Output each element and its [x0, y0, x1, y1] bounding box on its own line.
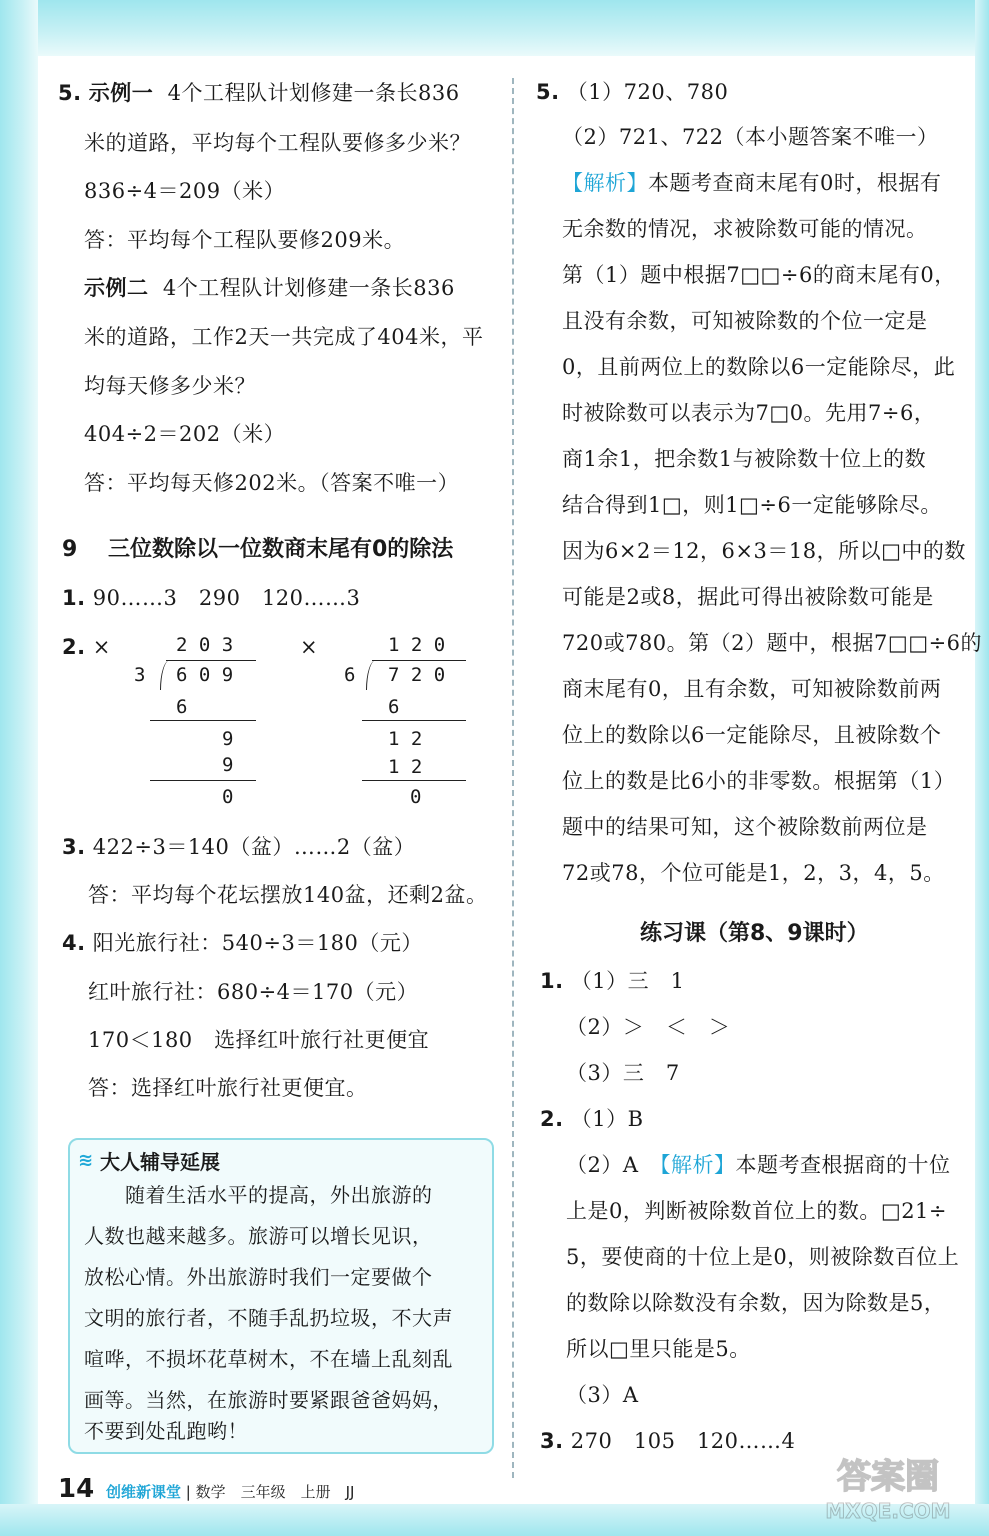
long-division-2	[340, 634, 470, 814]
text-line: 喧哗，不损坏花草树木，不在墙上乱刻乱	[84, 1347, 453, 1371]
text-line: 72或78，个位可能是1，2，3，4，5。	[562, 861, 945, 885]
question-number: 5.	[58, 81, 82, 105]
section-number: 9	[62, 537, 78, 562]
text-line: 可能是2或8，据此可得出被除数可能是	[562, 585, 934, 609]
question-number: 2.	[540, 1107, 564, 1131]
column-divider	[512, 78, 514, 1478]
question-number: 1.	[540, 969, 564, 993]
brand-name: 创维新课堂	[106, 1483, 182, 1501]
text-line: 答：选择红叶旅行社更便宜。	[88, 1076, 368, 1100]
text-line: （3）三 7	[566, 1061, 680, 1085]
text-line: 随着生活水平的提高，外出旅游的	[84, 1183, 433, 1207]
text-line: 不要到处乱跑哟！	[84, 1419, 248, 1443]
quotient: 2 0 3	[176, 634, 234, 656]
question-number: 2.	[62, 635, 86, 659]
dividend: 6 0 9	[176, 664, 234, 686]
watermark-text: 答案圈	[837, 1457, 939, 1497]
question-number: 5.	[536, 80, 560, 104]
text-line: （3）A	[566, 1383, 639, 1407]
text-line: 位上的数是比6小的非零数。根据第（1）	[562, 769, 956, 793]
long-division-1	[130, 634, 260, 814]
answer-text: 270 105 120……4	[570, 1429, 796, 1453]
text-line: 米的道路，工作2天一共完成了404米，平	[84, 325, 484, 349]
frame-right-border	[975, 0, 989, 1536]
frame-left-border	[0, 0, 38, 1536]
text-line: 画等。当然，在旅游时要紧跟爸爸妈妈，	[84, 1388, 453, 1412]
text-line: 所以□里只能是5。	[566, 1337, 751, 1361]
text-line: （2）721、722（本小题答案不唯一）	[562, 125, 939, 149]
text-line: 商末尾有0，且有余数，可知被除数前两	[562, 677, 942, 701]
text-line: （2）A	[566, 1153, 661, 1177]
text-line: 文明的旅行者，不随手乱扔垃圾，不大声	[84, 1306, 453, 1330]
step-value: 0	[410, 786, 422, 808]
text-line: 上是0，判断被除数首位上的数。□21÷	[566, 1199, 948, 1223]
text-line: 位上的数除以6一定能除尽，且被除数个	[562, 723, 942, 747]
text-line: 720或780。第（2）题中，根据7□□÷6的	[562, 631, 983, 655]
watermark-url: MXQE.COM	[825, 1499, 951, 1523]
practice-answer-1	[540, 966, 685, 996]
wrong-mark: ×	[300, 635, 319, 659]
question-number: 1.	[62, 586, 86, 610]
text-line: 170＜180 选择红叶旅行社更便宜	[88, 1028, 430, 1052]
text-line: 无余数的情况，求被除数可能的情况。	[562, 217, 928, 241]
text-line: 商1余1，把余数1与被除数十位上的数	[562, 447, 927, 471]
analysis-tag: 【解析】	[562, 171, 648, 195]
text-line: 答：平均每个工程队要修209米。	[84, 228, 406, 252]
question-number: 4.	[62, 931, 86, 955]
step-value: 1 2	[388, 756, 423, 778]
answer-5-right	[536, 77, 728, 107]
text-line: 且没有余数，可知被除数的个位一定是	[562, 309, 928, 333]
question-number: 3.	[540, 1429, 564, 1453]
text-line: 答：平均每个花坛摆放140盆，还剩2盆。	[88, 883, 488, 907]
text-line: 结合得到1□，则1□÷6一定能够除尽。	[562, 493, 942, 517]
step-value: 9	[222, 728, 234, 750]
section-heading	[62, 532, 453, 563]
step-value: 6	[388, 696, 400, 718]
text-line: 题中的结果可知，这个被除数前两位是	[562, 815, 928, 839]
text-line: （1）三 1	[570, 969, 685, 993]
text-line: 第（1）题中根据7□□÷6的商末尾有0，	[562, 263, 956, 287]
step-value: 9	[222, 754, 234, 776]
answer-4	[62, 928, 423, 958]
text-line: 4个工程队计划修建一条长836	[162, 276, 455, 300]
watermark-logo	[803, 1446, 973, 1526]
quotient: 1 2 0	[388, 634, 446, 656]
example-label: 示例一	[88, 81, 154, 105]
answer-text: 90……3 290 120……3	[92, 586, 361, 610]
text-line: 因为6×2＝12，6×3＝18，所以□中的数	[562, 539, 966, 563]
analysis-line	[562, 168, 941, 198]
text-line: 米的道路，平均每个工程队要修多少米？	[84, 131, 471, 155]
text-line: 本题考查商末尾有0时，根据有	[648, 171, 942, 195]
text-line: 422÷3＝140（盆）……2（盆）	[92, 835, 416, 859]
text-line: 红叶旅行社：680÷4＝170（元）	[88, 980, 419, 1004]
example-label: 示例二	[84, 276, 149, 300]
text-line: 放松心情。外出旅游时我们一定要做个	[84, 1265, 433, 1289]
answer-2-label	[62, 632, 111, 662]
tip-title: 大人辅导延展	[100, 1150, 220, 1174]
text-line: （1）720、780	[566, 80, 729, 104]
divisor: 3	[134, 664, 146, 686]
text-line: 836÷4＝209（米）	[84, 179, 286, 203]
section-title: 三位数除以一位数商末尾有0的除法	[107, 537, 454, 562]
step-value: 1 2	[388, 728, 423, 750]
answer-5	[58, 78, 460, 108]
text-line: 答：平均每天修202米。（答案不唯一）	[84, 471, 460, 495]
text-line: 4个工程队计划修建一条长836	[167, 81, 460, 105]
analysis-tag: 【解析】	[660, 1153, 736, 1177]
example-2	[84, 273, 455, 303]
text-line: 的数除以除数没有余数，因为除数是5，	[566, 1291, 946, 1315]
text-line: （2）＞ ＜ ＞	[566, 1015, 731, 1039]
step-value: 0	[222, 786, 234, 808]
wrong-mark: ×	[92, 635, 111, 659]
parent-tip-box	[68, 1138, 494, 1454]
answer-3	[62, 832, 415, 862]
text-line: 阳光旅行社：540÷3＝180（元）	[92, 931, 423, 955]
practice-heading: 练习课（第8、9课时）	[640, 921, 869, 946]
text-line: 均每天修多少米？	[84, 374, 256, 398]
practice-answer-3	[540, 1426, 795, 1456]
practice-answer-2	[540, 1104, 644, 1134]
answer-1	[62, 583, 360, 613]
text-line: 0，且前两位上的数除以6一定能除尽，此	[562, 355, 956, 379]
question-number: 3.	[62, 835, 86, 859]
analysis-line	[566, 1150, 951, 1180]
text-line: 时被除数可以表示为7□0。先用7÷6，	[562, 401, 936, 425]
text-line: 本题考查根据商的十位	[735, 1153, 951, 1177]
step-value: 6	[176, 696, 188, 718]
dividend: 7 2 0	[388, 664, 446, 686]
text-line: 5，要使商的十位上是0，则被除数百位上	[566, 1245, 960, 1269]
book-info: 创维新课堂 | 数学 三年级 上册 JJ	[106, 1483, 355, 1501]
divisor: 6	[344, 664, 356, 686]
text-line: 人数也越来越多。旅游可以增长见识，	[84, 1224, 433, 1248]
page-number: 14	[58, 1474, 95, 1504]
text-line: （1）B	[570, 1107, 644, 1131]
text-line: 404÷2＝202（米）	[84, 422, 286, 446]
book-subject: 数学 三年级 上册 JJ	[195, 1483, 355, 1501]
wave-icon: ≋	[78, 1150, 94, 1171]
frame-top-border	[0, 0, 989, 56]
